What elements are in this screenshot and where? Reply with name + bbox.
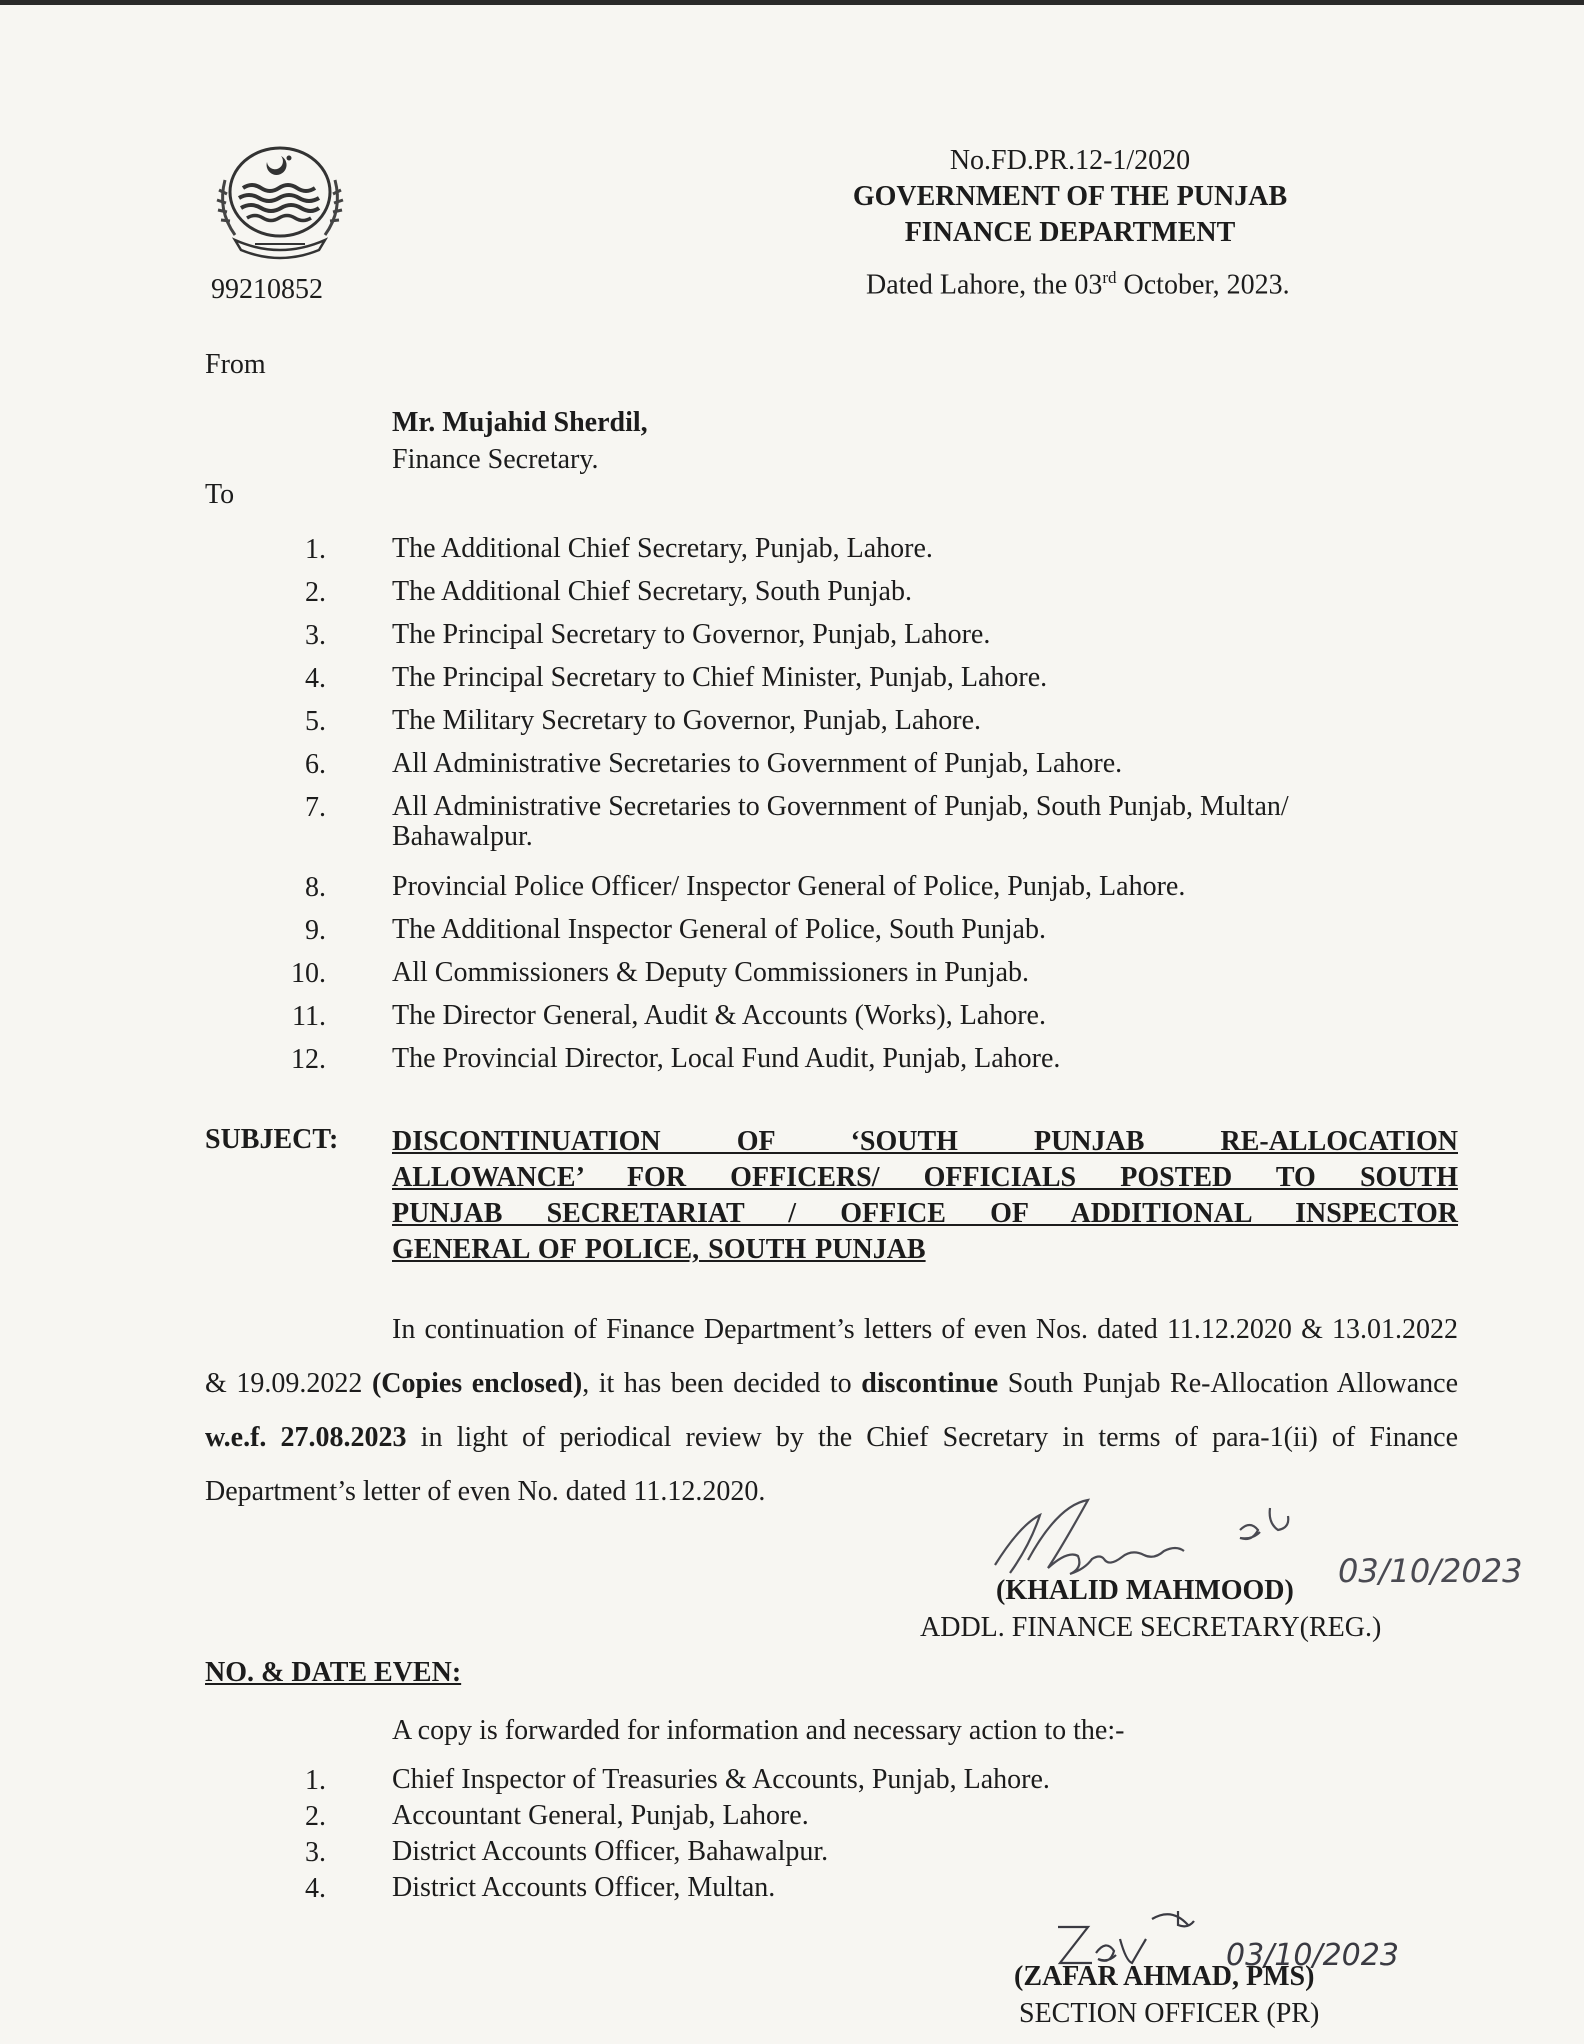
list-number: 2. bbox=[305, 577, 326, 608]
list-item bbox=[290, 915, 1490, 958]
recipient-list bbox=[290, 534, 1490, 1087]
body-text-bold: w.e.f. 27.08.2023 bbox=[205, 1422, 407, 1453]
subject-line: DISCONTINUATION OF ‘SOUTH PUNJAB RE-ALLOCATION bbox=[392, 1126, 1458, 1157]
list-text: All Administrative Secretaries to Government of Punjab, Lahore. bbox=[392, 748, 1123, 779]
list-text: District Accounts Officer, Multan. bbox=[392, 1872, 776, 1903]
list-number: 8. bbox=[305, 872, 326, 903]
list-text: Accountant General, Punjab, Lahore. bbox=[392, 1800, 809, 1831]
reference-number: No.FD.PR.12-1/2020 bbox=[949, 145, 1191, 176]
list-item bbox=[290, 792, 1490, 872]
date-prefix: Dated Lahore, the 03 bbox=[866, 269, 1103, 301]
list-number: 5. bbox=[305, 706, 326, 737]
list-number: 6. bbox=[305, 749, 326, 780]
list-item bbox=[290, 1873, 1490, 1909]
list-text: The Director General, Audit & Accounts (Works), Lahore. bbox=[392, 1000, 1046, 1031]
body-paragraph bbox=[205, 1303, 1458, 1519]
list-item bbox=[290, 706, 1490, 749]
list-item bbox=[290, 1765, 1490, 1801]
list-number: 11. bbox=[292, 1001, 326, 1032]
body-text-bold: discontinue bbox=[861, 1368, 999, 1399]
department-name: FINANCE DEPARTMENT bbox=[904, 217, 1236, 248]
list-item bbox=[290, 1044, 1490, 1087]
list-item bbox=[290, 749, 1490, 792]
list-number: 4. bbox=[305, 1873, 326, 1904]
list-number: 4. bbox=[305, 663, 326, 694]
list-text: The Military Secretary to Governor, Punjab, Lahore. bbox=[392, 705, 982, 736]
body-text: South Punjab Re-Allocation Allowance bbox=[998, 1368, 1458, 1399]
list-text: The Additional Inspector General of Police, South Punjab. bbox=[392, 914, 1046, 945]
sender-name: Mr. Mujahid Sherdil, bbox=[392, 407, 648, 438]
handwritten-date: 03/10/2023 bbox=[1226, 1938, 1399, 1973]
letter-header bbox=[800, 143, 1340, 251]
organization-name: GOVERNMENT OF THE PUNJAB bbox=[852, 181, 1288, 212]
list-number: 3. bbox=[305, 1837, 326, 1868]
punjab-emblem-icon bbox=[205, 140, 355, 268]
list-item bbox=[290, 620, 1490, 663]
subject-label: SUBJECT: bbox=[205, 1124, 339, 1155]
endorsement-intro: A copy is forwarded for information and necessary action to the:- bbox=[392, 1715, 1125, 1746]
phone-number: 99210852 bbox=[211, 274, 323, 305]
list-text: All Commissioners & Deputy Commissioners in Punjab. bbox=[392, 957, 1030, 988]
list-text: Chief Inspector of Treasuries & Accounts, Punjab, Lahore. bbox=[392, 1764, 1050, 1795]
list-number: 12. bbox=[291, 1044, 326, 1075]
to-label: To bbox=[205, 479, 235, 510]
list-number: 7. bbox=[305, 792, 326, 823]
list-item bbox=[290, 958, 1490, 1001]
list-item bbox=[290, 872, 1490, 915]
signatory-title: ADDL. FINANCE SECRETARY(REG.) bbox=[920, 1612, 1382, 1643]
list-text: The Additional Chief Secretary, Punjab, Lahore. bbox=[392, 533, 933, 564]
list-item bbox=[290, 1001, 1490, 1044]
list-item bbox=[290, 1837, 1490, 1873]
date-superscript: rd bbox=[1102, 268, 1117, 287]
body-text: In continuation of Finance Department’s letters of even Nos. dated 11.12.2020 & 13.01.2022 & 19.09.2022 bbox=[205, 1314, 1458, 1399]
list-item bbox=[290, 1801, 1490, 1837]
sender-title: Finance Secretary. bbox=[392, 444, 599, 475]
scan-top-edge bbox=[0, 0, 1584, 5]
list-item bbox=[290, 534, 1490, 577]
handwritten-date: 03/10/2023 bbox=[1338, 1552, 1523, 1590]
copy-list bbox=[290, 1765, 1490, 1909]
from-label: From bbox=[205, 349, 266, 380]
list-number: 9. bbox=[305, 915, 326, 946]
date-suffix: October, 2023. bbox=[1116, 269, 1290, 301]
list-number: 3. bbox=[305, 620, 326, 651]
list-text: District Accounts Officer, Bahawalpur. bbox=[392, 1836, 829, 1867]
subject-text bbox=[392, 1124, 1458, 1268]
list-text: Provincial Police Officer/ Inspector General of Police, Punjab, Lahore. bbox=[392, 871, 1186, 902]
subject-line: PUNJAB SECRETARIAT / OFFICE OF ADDITIONAL INSPECTOR bbox=[392, 1198, 1458, 1229]
body-text: , it has been decided to bbox=[582, 1368, 862, 1399]
body-text: in light of periodical review by the Chief Secretary in terms of para-1(ii) of Finance Department’s letter of even No. dated 11.12.2020. bbox=[205, 1422, 1458, 1507]
list-text: The Principal Secretary to Chief Minister, Punjab, Lahore. bbox=[392, 662, 1048, 693]
subject-line: GENERAL OF POLICE, SOUTH PUNJAB bbox=[392, 1234, 926, 1265]
letter-date bbox=[866, 268, 1290, 302]
list-text: The Provincial Director, Local Fund Audit, Punjab, Lahore. bbox=[392, 1043, 1061, 1074]
list-item bbox=[290, 663, 1490, 706]
list-number: 1. bbox=[305, 1765, 326, 1796]
list-number: 2. bbox=[305, 1801, 326, 1832]
list-item bbox=[290, 577, 1490, 620]
signatory-name: (ZAFAR AHMAD, PMS) bbox=[1014, 1961, 1315, 1992]
body-text-bold: (Copies enclosed) bbox=[371, 1368, 583, 1399]
list-text: The Principal Secretary to Governor, Punjab, Lahore. bbox=[392, 619, 991, 650]
signatory-name: (KHALID MAHMOOD) bbox=[996, 1575, 1294, 1606]
list-text: The Additional Chief Secretary, South Punjab. bbox=[392, 576, 912, 607]
list-text: All Administrative Secretaries to Government of Punjab, South Punjab, Multan/ Bahawalpur. bbox=[392, 791, 1289, 852]
subject-line: ALLOWANCE’ FOR OFFICERS/ OFFICIALS POSTED TO SOUTH bbox=[392, 1162, 1458, 1193]
list-number: 1. bbox=[305, 534, 326, 565]
list-number: 10. bbox=[291, 958, 326, 989]
signatory-title: SECTION OFFICER (PR) bbox=[1019, 1998, 1320, 2029]
endorsement-label: NO. & DATE EVEN: bbox=[205, 1657, 462, 1688]
